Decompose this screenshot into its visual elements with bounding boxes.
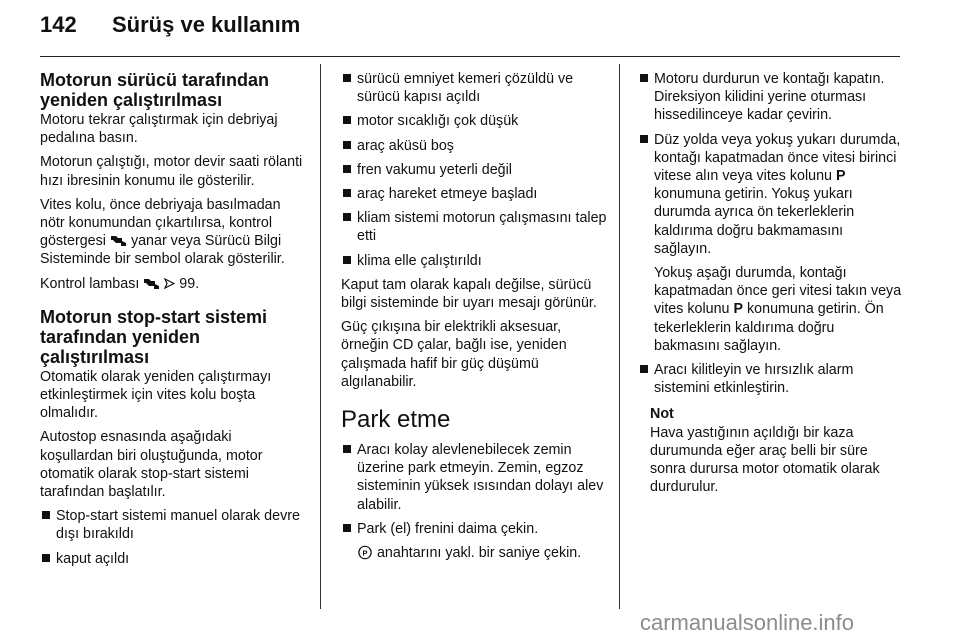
parking-brake-button-icon (357, 545, 373, 560)
bullet-icon (640, 365, 648, 373)
text: Aracı kolay alevlenebilecek zemin üzerine park etmeyin. Zemin, egzoz sisteminin yüksek ısısından dolayı alev alabilir. (357, 442, 604, 513)
engine-warning-icon (110, 234, 127, 247)
list-item (40, 507, 306, 543)
bullet-icon (343, 116, 351, 124)
list-item (638, 70, 904, 125)
text: motor sıcaklığı çok düşük (357, 113, 519, 130)
bullet-list (638, 70, 904, 258)
paragraph: Autostop esnasında aşağıdaki koşullardan biri oluştuğunda, motor otomatik olarak stop-start sistemi tarafından başlatılır. (40, 429, 263, 501)
list-item (341, 185, 607, 203)
bullet-list (341, 70, 607, 270)
page-reference: 99. (179, 275, 200, 292)
bullet-icon (343, 256, 351, 264)
text: Vites kolu, önce debriyaja basılmadan nötr konumundan çıkartılırsa, kontrol göstergesi (40, 196, 281, 250)
page-reference-arrow-icon (164, 278, 175, 289)
paragraph (40, 196, 306, 269)
text: Motoru durdurun ve kontağı kapatın. Direksiyon kilidini yerine oturması hissedilinceye kadar çevirin. (654, 71, 885, 124)
text: Stop-start sistemi manuel olarak devre dışı bırakıldı (56, 508, 300, 543)
column-1 (40, 70, 306, 574)
paragraph: Güç çıkışına bir elektrikli aksesuar, örneğin CD çalar, bağlı ise, yeniden çalışmada hafif bir güç düşümü algılanabilir. (341, 319, 567, 390)
bullet-icon (343, 74, 351, 82)
list-item (341, 252, 607, 270)
text: Yokuş aşağı durumda, kontağı kapatmadan önce geri vitesi takın veya vites kolunu (654, 265, 902, 318)
text: fren vakumu yeterli değil (357, 161, 512, 178)
column-2 (341, 70, 607, 568)
paragraph: Motoru tekrar çalıştırmak için debriyaj pedalına basın. (40, 112, 278, 147)
bullet-icon (640, 74, 648, 82)
sub-paragraph (638, 264, 904, 355)
heading-stop-start-restart: Motorun stop-start sistemi tarafından yeniden çalıştırılması (40, 306, 268, 367)
text: kliam sistemi motorun çalışmasını talep etti (357, 210, 607, 245)
text: araç aküsü boş (357, 137, 454, 154)
text: kaput açıldı (56, 550, 130, 567)
text: Park (el) frenini daima çekin. (357, 520, 539, 537)
bullet-list (40, 507, 306, 568)
list-item (40, 550, 306, 568)
heading-parking: Park etme (341, 406, 451, 434)
bullet-list (638, 361, 904, 397)
bullet-icon (640, 135, 648, 143)
text: anahtarını yakl. bir saniye çekin. (376, 545, 582, 562)
list-item (638, 131, 904, 258)
list-item (341, 520, 607, 538)
text: sürücü emniyet kemeri çözüldü ve sürücü kapısı açıldı (357, 71, 574, 106)
text: Düz yolda veya yokuş yukarı durumda, kontağı kapatmadan önce vitesi birinci vitese alın veya vites kolunu (654, 131, 901, 185)
gear-key: P (836, 168, 846, 185)
text: konumuna getirin. Yokuş yukarı durumda ayrıca ön tekerleklerin kaldırıma doğru bakmamasını sağlayın. (654, 186, 855, 257)
paragraph: Otomatik olarak yeniden çalıştırmayı etkinleştirmek için vites kolu boşta olmalıdır. (40, 368, 272, 422)
engine-warning-icon (143, 277, 160, 290)
column-divider-1 (320, 64, 321, 609)
sub-paragraph (341, 544, 607, 562)
page-header (40, 12, 300, 48)
gear-key: P (733, 301, 744, 318)
list-item (341, 137, 607, 155)
text: konumuna getirin. Ön tekerleklerin kaldırıma doğru bakmasını sağlayın. (654, 301, 884, 354)
text: klima elle çalıştırıldı (357, 252, 482, 269)
paragraph (40, 275, 306, 293)
bullet-icon (343, 165, 351, 173)
header-rule (40, 56, 900, 57)
bullet-icon (42, 554, 50, 562)
text: Aracı kilitleyin ve hırsızlık alarm sistemini etkinleştirin. (654, 362, 854, 397)
bullet-icon (42, 511, 50, 519)
column-3 (638, 70, 904, 502)
note-title: Not (650, 406, 674, 423)
list-item (638, 361, 904, 397)
bullet-icon (343, 213, 351, 221)
bullet-icon (343, 445, 351, 453)
bullet-list (341, 441, 607, 538)
page-number: 142 (40, 12, 77, 37)
bullet-icon (343, 524, 351, 532)
paragraph: Motorun çalıştığı, motor devir saati rölanti hızı ibresinin konumu ile gösterilir. (40, 154, 303, 189)
text: yanar veya Sürücü Bilgi Sisteminde bir sembol olarak gösterilir. (40, 233, 285, 268)
list-item (341, 112, 607, 130)
svg-text:P: P (362, 548, 368, 558)
bullet-icon (343, 141, 351, 149)
text: Kontrol lambası (40, 275, 140, 292)
list-item (341, 161, 607, 179)
list-item (341, 441, 607, 514)
note-text: Hava yastığının açıldığı bir kaza durumunda eğer araç belli bir süre sonra durursa motor otomatik olarak durdurulur. (650, 424, 880, 496)
list-item (341, 70, 607, 106)
paragraph: Kaput tam olarak kapalı değilse, sürücü bilgi sisteminde bir uyarı mesajı görünür. (341, 276, 597, 312)
heading-driver-restart: Motorun sürücü tarafından yeniden çalıştırılması (40, 70, 269, 110)
text: araç hareket etmeye başladı (357, 186, 538, 203)
list-item (341, 209, 607, 245)
section-title: Sürüş ve kullanım (112, 12, 301, 37)
column-divider-2 (619, 64, 620, 609)
watermark: carmanualsonline.info (640, 610, 855, 635)
bullet-icon (343, 189, 351, 197)
